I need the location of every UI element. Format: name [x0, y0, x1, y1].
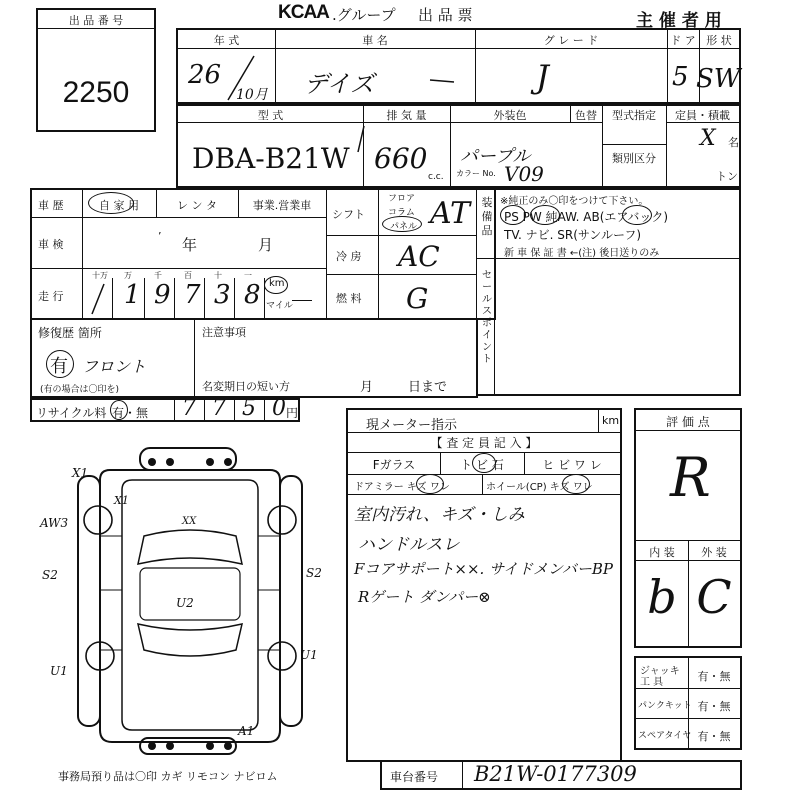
tools-box	[634, 656, 742, 750]
load-unit: トン	[716, 170, 738, 183]
recycle-box	[30, 398, 300, 422]
shift-value: AT	[430, 196, 471, 231]
doors-value: 5	[672, 62, 689, 92]
shift-label: シフト	[332, 208, 365, 221]
car-damage-diagram	[40, 440, 350, 760]
repair-detail: フロント	[82, 357, 147, 376]
mileage-label: 走 行	[38, 290, 64, 303]
mileage-digit-4: 3	[214, 280, 231, 310]
fuel-value: G	[406, 282, 429, 315]
capacity-label: 定員・積載	[675, 109, 730, 122]
caution-label: 注意事項	[202, 326, 246, 339]
displacement-value: 660	[374, 142, 428, 175]
diagram-mark-6: U2	[176, 596, 194, 610]
equipment-line2: TV. ナビ. SR(サンルーフ)	[504, 228, 642, 242]
diagram-mark-5: XX	[182, 516, 197, 527]
jack-label: ジャッキ 工 具	[640, 666, 680, 688]
capacity-unit: 名	[728, 136, 739, 149]
capacity-mark: X	[700, 126, 716, 151]
interior-label: 内 装	[649, 546, 675, 559]
diagram-mark-2: X1	[114, 494, 129, 507]
car-dash	[428, 76, 458, 86]
meter-box	[346, 408, 622, 762]
shift-floor: フロア	[388, 194, 416, 204]
repair-label: 修復歴 箇所	[38, 326, 102, 340]
unit-1k: 千	[154, 271, 162, 280]
private-circle	[88, 192, 134, 214]
year-label: 年 式	[213, 34, 240, 47]
diagram-mark-9: U1	[300, 648, 318, 662]
score-value: R	[670, 446, 711, 509]
recycle-digit-3: 5	[242, 396, 256, 421]
history-opt-business: 事業.営業車	[252, 199, 312, 212]
org-logo: KCAA	[278, 2, 329, 23]
repair-value: 有	[50, 356, 68, 377]
diagram-mark-7: S2	[306, 566, 322, 580]
sheet-title: 出 品 票	[418, 6, 473, 24]
color-change-label: 色替	[575, 109, 597, 122]
inspection-year: 年	[182, 236, 198, 254]
mileage-digit-5: 8	[244, 280, 261, 310]
puncture-label: パンクキット	[638, 701, 692, 711]
type-tick	[354, 124, 368, 154]
chassis-label: 車台番号	[390, 770, 439, 784]
expiry-day: 日まで	[408, 380, 448, 395]
score-box	[634, 408, 742, 648]
lot-number: 2250	[62, 76, 130, 109]
inspection-month: 月	[258, 236, 274, 254]
unit-10: 十	[214, 271, 222, 280]
color-no-label: カラー No.	[456, 169, 496, 178]
mileage-digit-3: 7	[184, 280, 201, 310]
type-value: DBA-B21W	[192, 142, 350, 175]
ac-label: 冷 房	[336, 250, 362, 263]
expiry-month: 月	[360, 380, 374, 395]
type-designation-label: 型式指定	[612, 109, 656, 122]
sales-point-label: セールスポイント	[482, 270, 492, 365]
lot-number-box	[36, 8, 156, 132]
equipment-note: ※純正のみ〇印をつけて下さい。	[500, 196, 649, 207]
grade-label: グ レ ー ド	[543, 34, 599, 47]
fuel-label: 燃 料	[336, 292, 362, 305]
equipment-label: 装備品	[481, 196, 493, 237]
mirror-label: ドアミラー キズ ワレ	[354, 482, 450, 493]
unit-10k: 万	[124, 271, 132, 280]
diagram-mark-10: A1	[238, 724, 255, 738]
diagram-mark-8: U1	[50, 664, 68, 678]
equipment-box	[476, 188, 741, 396]
grade-value: J	[536, 58, 549, 96]
diagram-mark-4: S2	[42, 568, 58, 582]
cc-label: c.c.	[428, 172, 444, 182]
meter-km: km	[602, 414, 620, 427]
lot-number-label: 出 品 番 号	[68, 14, 124, 27]
unit-100: 百	[184, 271, 192, 280]
color-no-value: V09	[504, 162, 544, 186]
color-label: 外装色	[493, 109, 527, 122]
recycle-circle	[110, 400, 128, 420]
score-label: 評 価 点	[666, 415, 710, 429]
history-label: 車 歴	[38, 199, 64, 212]
puncture-opt: 有・無	[697, 700, 731, 713]
recycle-digit-1: 7	[182, 396, 196, 421]
ac-value: AC	[398, 240, 440, 273]
wheel-label: ホイール(CP) キズ ワレ	[486, 482, 593, 493]
inspection-label: 車 検	[38, 238, 64, 251]
row1-box	[176, 28, 741, 104]
car-name-value: デイズ	[304, 70, 375, 98]
spare-opt: 有・無	[697, 730, 731, 743]
office-note: 事務局預り品は〇印 カギ リモコン ナビロム	[58, 770, 278, 783]
mirror-circle	[416, 474, 444, 494]
inspector-label: 【 査 定 員 記 入 】	[430, 436, 538, 450]
repair-box	[30, 318, 478, 398]
note-line-4: Rゲート ダンパー⊗	[358, 588, 491, 606]
note-line-1: 室内汚れ、キズ・しみ	[354, 505, 525, 525]
tobi-label: ト ビ 石	[460, 458, 504, 472]
tobi-circle	[472, 453, 496, 473]
type-label: 型 式	[257, 109, 284, 122]
history-opt-private: 自 家 用	[99, 199, 139, 212]
equipment-line1: PS PW 純AW. AB(エアバック)	[504, 210, 669, 224]
note-line-2: ハンドルスレ	[358, 535, 460, 555]
repair-note: (有の場合は〇印を)	[40, 385, 120, 395]
mile-label: マイル	[266, 301, 293, 311]
row2-box	[176, 104, 741, 188]
equipment-line3: 新 車 保 証 書 ←(注) 後日送りのみ	[504, 248, 660, 259]
spare-label: スペアタイヤ	[638, 731, 692, 741]
recycle-digit-4: 0	[272, 396, 286, 421]
pw-circle	[530, 205, 560, 225]
mileage-slash	[84, 280, 112, 316]
ps-circle	[500, 205, 526, 225]
door-label: ド ア	[670, 34, 696, 47]
wheel-circle	[562, 474, 590, 494]
shift-column: コラム	[388, 208, 415, 218]
short-expiry-label: 名変期日の短い方	[202, 380, 290, 393]
diagram-mark-1: X1	[72, 466, 89, 480]
f-glass-label: Fガラス	[372, 458, 416, 472]
history-opt-rental: レ ン タ	[177, 199, 217, 212]
note-line-3: Fコアサポート××. サイドメンバーBP	[354, 560, 613, 578]
chassis-box	[380, 760, 742, 790]
chassis-value: B21W-0177309	[474, 762, 637, 786]
inspection-tick: ’	[158, 230, 162, 243]
mileage-digit-2: 9	[154, 280, 171, 310]
class-division-label: 類別区分	[612, 152, 656, 165]
ab-circle	[622, 205, 652, 225]
month-value: 10月	[236, 87, 268, 103]
recycle-opts: 有・無	[112, 406, 149, 420]
shape-value: SW	[696, 64, 741, 94]
exterior-value: C	[696, 570, 732, 624]
yen-label: 円	[286, 406, 299, 420]
jack-opt: 有・無	[697, 670, 731, 683]
year-value: 26	[188, 60, 222, 90]
exterior-label: 外 装	[701, 546, 727, 559]
km-label: km	[269, 278, 285, 289]
group-text: .グループ	[332, 6, 396, 24]
sponsor-label: 主 催 者 用	[636, 11, 722, 31]
interior-value: b	[647, 570, 677, 624]
diagram-mark-3: AW3	[40, 516, 69, 530]
displacement-label: 排 気 量	[386, 109, 427, 122]
shift-panel: パネル	[390, 222, 418, 232]
meter-label: 現メーター指示	[366, 418, 458, 433]
recycle-label: リサイクル料	[36, 406, 107, 420]
panel-circle	[382, 216, 422, 232]
unit-100k: 十万	[92, 271, 108, 280]
color-value: パープル	[460, 146, 531, 167]
recycle-digit-2: 7	[212, 396, 226, 421]
mileage-digit-1: 1	[124, 280, 141, 310]
shape-label: 形 状	[706, 34, 732, 47]
hibi-label: ヒ ビ ワ レ	[542, 458, 602, 472]
unit-1: 一	[244, 271, 252, 280]
car-name-label: 車 名	[362, 34, 388, 47]
